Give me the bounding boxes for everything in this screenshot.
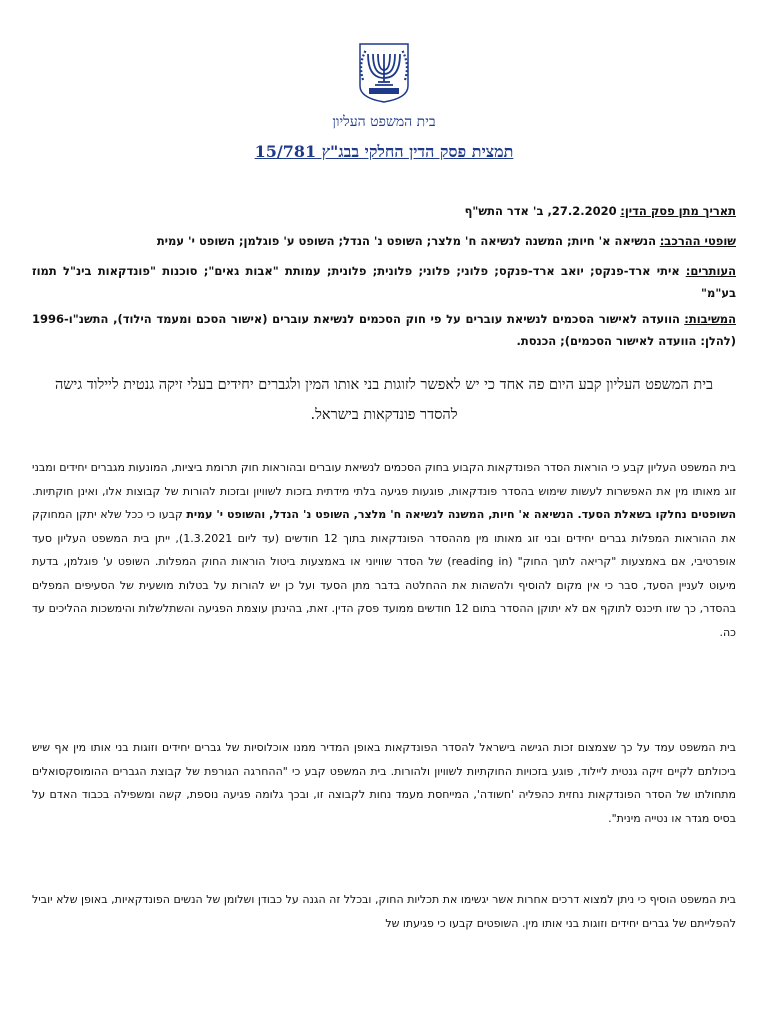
- judges-line: [32, 230, 736, 252]
- decision-date-label: תאריך מתן פסק הדין:: [620, 204, 736, 218]
- petitioners-value: איתי ארד-פנקס; יואב ארד-פנקס; פלוני; פלוני; פלונית; פלונית; עמותת "אבות גאים"; סוכנות "פונדקאות בינ"ל תמוז בע"מ": [32, 264, 736, 300]
- judges-label: שופטי ההרכב:: [659, 234, 736, 248]
- paragraph-holding-remedy: קבעו כי ככל שלא יתקן המחוקק את ההוראות המפלות גברים יחידים ובני זוג מאותו מין מההסדר הפונדקאות בתוך 12 חודשים (עד ליום 1.3.2021), ייתן בית המשפט העליון סעד אופרטיבי, אם באמצעות "קריאה לתוך החוק" (reading in) של הסדר שוויוני או באמצעות ביטול הוראות החוק המפלות. השופט ע' פוגלמן, בדעת מיעוט לעניין הסעד, סבר כי אין מקום להוסיף ולהשהות את ההחלטה בדבר מתן הסעד ועל כן יש להורות על בטלות מושעית של הסעיפים המפלים בהסדר, כך שזו תיכנס לתוקף אם לא יתוקן ההסדר בתום 12 חודשים ממועד פסק הדין. זאת, בהינתן עוצמת הפגיעה והשתלשלות והימשכות ההליכים עד כה.: [32, 508, 736, 639]
- judges-value: הנשיאה א' חיות; המשנה לנשיאה ח' מלצר; השופט נ' הנדל; השופט ע' פוגלמן; השופט י' עמית: [156, 234, 657, 248]
- petitioners-label: העותרים:: [685, 264, 736, 278]
- court-name: בית המשפט העליון: [332, 114, 436, 130]
- lead-summary: בית המשפט העליון קבע היום פה אחד כי יש לאפשר לזוגות בני אותו המין ולגברים יחידים בעלי זיקה גנטית ליילוד גישה להסדר פונדקאות בישראל.: [54, 377, 714, 423]
- petitioners-line: [32, 260, 736, 304]
- respondents-label: המשיבות:: [684, 312, 737, 326]
- paragraph-discrimination: בית המשפט עמד על כך שצמצום זכות הגישה בישראל להסדר הפונדקאות באופן המדיר ממנו אוכלוסיות של גברים יחידים וזוגות בני אותו מין אף שיש ביכולתם לקיים זיקה גנטית ליילוד, פוגע בזכויות החוקתיות לשוויון ולהורות. בית המשפט קבע כי "ההחרגה הגורפת של קבוצת הגברים ההומוסקסואלים מתחולתו של הסדר הפונדקאות נחזית כהפליה 'חשודה', המייחסת מעמד נחות לקבוצה זו, ובכך גלומה פגיעה נוספת, קשה ומשפילה בכבוד האדם על בסיס מגדר או נטייה מינית".: [32, 741, 736, 825]
- summary-title-text: תמצית פסק הדין החלקי בבג"ץ 15/781: [254, 142, 514, 161]
- summary-title: [0, 142, 768, 162]
- paragraph-holding-emphasis: השופטים נחלקו בשאלת הסעד. הנשיאה א' חיות, המשנה לנשיאה ח' מלצר, השופט נ' הנדל, והשופט י' עמית: [186, 508, 737, 521]
- paragraph-holding-text: בית המשפט העליון קבע כי הוראות הסדר הפונדקאות הקבוע בחוק הסכמים לנשיאת עוברים ובהוראות חוק תרומת ביציות, המונעות מגברים יחידים ומבני זוג מאותו מין את האפשרות לעשות שימוש בהסדר פונדקאות, פוגעות פגיעה בלתי מידתית בזכות לשוויון ובזכות להורות של קבוצות אלו, ואינן חוקתיות.: [32, 461, 736, 498]
- paragraph-alternatives: בית המשפט הוסיף כי ניתן למצוא דרכים אחרות אשר יגשימו את תכליות החוק, ובכלל זה הגנה על כבודן ושלומן של הנשים הפונדקאיות, באופן שלא יוביל להפלייתם של גברים יחידים וזוגות בני אותו מין. השופטים קבעו כי פגיעתו של: [32, 893, 736, 930]
- decision-date-line: [32, 200, 736, 222]
- respondents-value: הוועדה לאישור הסכמים לנשיאת עוברים על פי חוק הסכמים לנשיאת עוברים (אישור הסכם ומעמד הילוד), התשנ"ו-1996 (להלן: הוועדה לאישור הסכמים); הכנסת.: [32, 312, 736, 348]
- decision-date-value: 27.2.2020, ב' אדר התש"ף: [464, 204, 617, 218]
- paragraph-holding: [32, 456, 736, 644]
- respondents-line: [32, 308, 736, 352]
- state-emblem-menorah-icon: [352, 40, 416, 104]
